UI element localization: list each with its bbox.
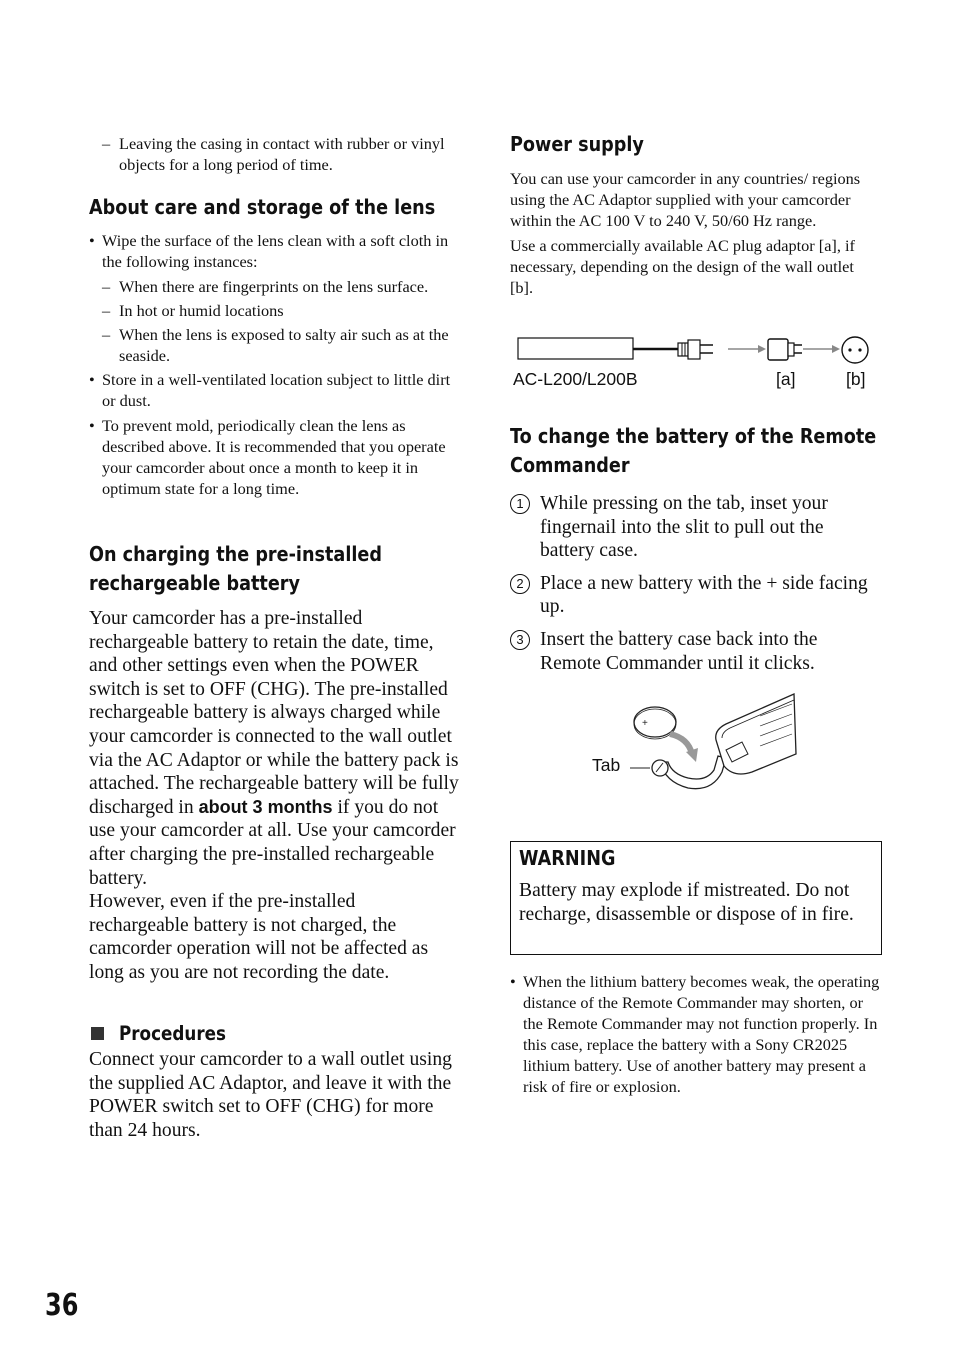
remote-commander-icon xyxy=(716,694,796,774)
label-a: [a] xyxy=(776,369,796,389)
ac-adaptor-icon xyxy=(518,338,633,359)
step-number: 3 xyxy=(510,630,530,650)
power-paragraph-2: Use a commercially available AC plug adaptor [a], if necessary, depending on the design of the wall outlet [b]. xyxy=(510,236,855,297)
emphasis-months: about 3 months xyxy=(198,796,333,817)
procedures-text: Connect your camcorder to a wall outlet using the supplied AC Adaptor, and leave it with the POWER switch set to OFF (CHG) for more than 24 hours. xyxy=(89,1049,452,1141)
list-item: – In hot or humid locations xyxy=(89,300,459,321)
lens-heading: About care and storage of the lens xyxy=(89,195,436,219)
warning-text: Battery may explode if mistreated. Do not recharge, disassemble or dispose of in fire. xyxy=(519,880,854,925)
square-bullet-icon xyxy=(91,1027,104,1040)
warning-box xyxy=(510,841,882,955)
list-item: – When there are fingerprints on the lens surface. xyxy=(89,276,459,297)
lithium-notes xyxy=(510,971,880,1101)
step-2: 2 Place a new battery with the + side facing up. xyxy=(510,572,880,619)
power-body xyxy=(510,168,880,298)
power-heading: Power supply xyxy=(510,132,644,156)
svg-text:+: + xyxy=(642,718,648,729)
list-item: • When the lithium battery becomes weak, the operating distance of the Remote Commander may shorten, or the Remote Commander may not function properly. In this case, replace the battery with a Sony CR2025 lithium battery. Use of another battery may present a risk of fire or explosion. xyxy=(510,971,880,1097)
lens-care-list xyxy=(89,230,459,503)
plug-adaptor-icon xyxy=(768,339,802,360)
tab-label: Tab xyxy=(592,755,621,775)
charging-body xyxy=(89,607,459,985)
casing-list xyxy=(89,133,459,178)
list-item: • To prevent mold, periodically clean the lens as described above. It is recommended that you operate your camcorder about once a month to keep it in optimum state for a long time. xyxy=(89,415,459,499)
step-number: 1 xyxy=(510,494,530,514)
step-3: 3 Insert the battery case back into the Remote Commander until it clicks. xyxy=(510,628,880,675)
plug-icon xyxy=(678,340,713,359)
step-1: 1 While pressing on the tab, inset your fingernail into the slit to pull out the battery case. xyxy=(510,492,880,563)
plug-adaptor-diagram xyxy=(510,330,880,370)
charging-paragraph-2: However, even if the pre-installed rechargeable battery is not charged, the camcorder operation will not be affected as long as you are not recording the date. xyxy=(89,891,429,983)
label-b: [b] xyxy=(846,369,866,389)
warning-title: WARNING xyxy=(519,846,616,870)
list-item: • Wipe the surface of the lens clean with a soft cloth in the following instances: xyxy=(89,230,459,272)
list-item: – When the lens is exposed to salty air such as at the seaside. xyxy=(89,324,459,366)
battery-steps xyxy=(510,492,880,684)
power-paragraph: You can use your camcorder in any countries/ regions using the AC Adaptor supplied with your camcorder within the AC 100 V to 240 V, 50/60 Hz range. xyxy=(510,169,861,230)
list-item: – Leaving the casing in contact with rubber or vinyl objects for a long period of time. xyxy=(89,133,459,175)
charging-paragraph: Your camcorder has a pre-installed rechargeable battery to retain the date, time, and other settings even when the POWER switch is set to OFF (CHG). The pre-installed rechargeable battery is always charged while your camcorder is connected to the wall outlet via the AC Adaptor or while the battery pack is attached. The rechargeable battery will be fully discharged in about 3 months if you do not use your camcorder at all. Use your camcorder after charging the pre-installed rechargeable battery. xyxy=(89,608,459,889)
arrow-right-icon xyxy=(728,345,766,353)
remote-battery-illustration xyxy=(630,692,800,802)
coin-battery-icon xyxy=(634,707,676,739)
procedures-heading: Procedures xyxy=(89,1021,459,1049)
remote-heading: To change the battery of the Remote Commander xyxy=(510,424,877,477)
list-item: • Store in a well-ventilated location subject to little dirt or dust. xyxy=(89,369,459,411)
adaptor-label: AC-L200/L200B xyxy=(513,369,638,389)
step-number: 2 xyxy=(510,574,530,594)
page-number: 36 xyxy=(45,1288,79,1323)
insert-arrow xyxy=(670,734,692,754)
charging-heading: On charging the pre-installed rechargeable battery xyxy=(89,542,382,595)
arrow-right-icon xyxy=(803,345,840,353)
wall-outlet-icon xyxy=(842,337,868,363)
battery-case-icon xyxy=(652,756,726,789)
